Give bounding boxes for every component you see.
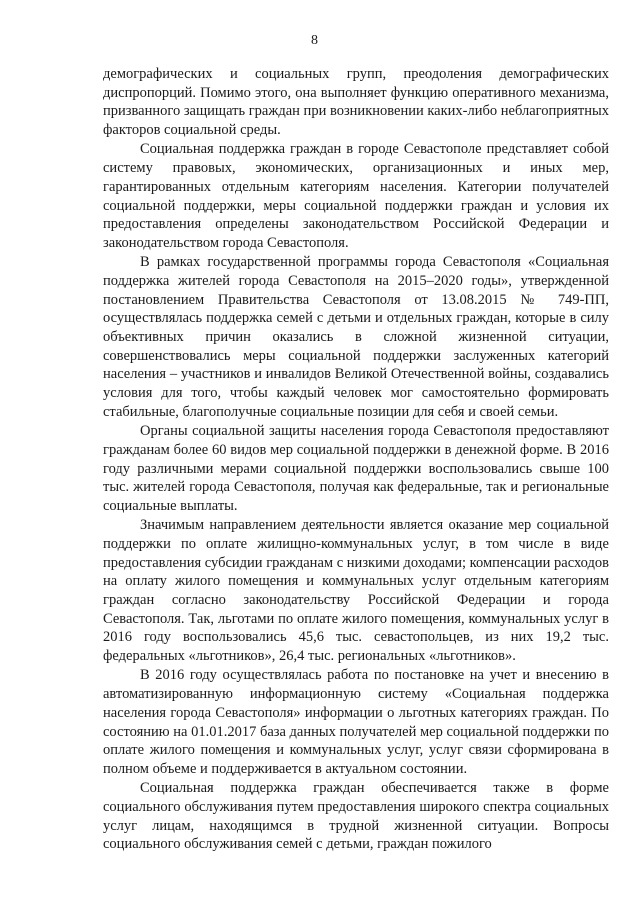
paragraph-demographic-groups: демографических и социальных групп, преодоления демографических диспропорций. Помимо этого, она выполняет функцию оперативного механизма, призванного защищать граждан при возникновении каких-либо неблагоприятных факторов социальной среды. (103, 66, 609, 139)
paragraph-social-protection-bodies: Органы социальной защиты населения города Севастополя предоставляют гражданам более 60 видов мер социальной поддержки в денежной форме. В 2016 году различными мерами социальной поддержки воспользовались свыше 100 тыс. жителей города Севастополя, получая как федеральные, так и региональные социальные выплаты. (103, 423, 609, 514)
document-body (103, 65, 609, 854)
paragraph-state-program: В рамках государственной программы города Севастополя «Социальная поддержка жителей города Севастополя на 2015–2020 годы», утвержденной постановлением Правительства Севастополя от 13.08.2015 № 749-ПП, осуществлялась поддержка семей с детьми и отдельных граждан, которые в силу объективных причин оказались в сложной жизненной ситуации, совершенствовались меры социальной поддержки заслуженных категорий населения – участников и инвалидов Великой Отечественной войны, создавались условия для того, чтобы каждый человек мог самостоятельно формировать стабильные, благополучные социальные позиции для себя и своей семьи. (103, 254, 609, 420)
paragraph-social-services: Социальная поддержка граждан обеспечивается также в форме социального обслуживания путем предоставления широкого спектра социальных услуг лицам, находящимся в трудной жизненной ситуации. Вопросы социального обслуживания семей с детьми, граждан пожилого (103, 780, 609, 853)
paragraph-housing-utilities-support: Значимым направлением деятельности является оказание мер социальной поддержки по оплате жилищно-коммунальных услуг, в том числе в виде предоставления субсидии гражданам с низкими доходами; компенсации расходов на оплату жилого помещения и коммунальных услуг отдельным категориям граждан согласно законодательству Российской Федерации и города Севастополя. Так, льготами по оплате жилого помещения, коммунальных услуг в 2016 году воспользовались 45,6 тыс. севастопольцев, из них 19,2 тыс. федеральных «льготников», 26,4 тыс. региональных «льготников». (103, 517, 609, 665)
paragraph-social-support-system: Социальная поддержка граждан в городе Севастополе представляет собой систему правовых, экономических, организационных и иных мер, гарантированных отдельным категориям населения. Категории получателей социальной поддержки, меры социальной поддержки граждан и условия их предоставления определены законодательством Российской Федерации и законодательством города Севастополя. (103, 141, 609, 251)
page-number: 8 (311, 33, 318, 48)
paragraph-information-system: В 2016 году осуществлялась работа по постановке на учет и внесению в автоматизированную информационную систему «Социальная поддержка населения города Севастополя» информации о льготных категориях граждан. По состоянию на 01.01.2017 база данных получателей мер социальной поддержки по оплате жилого помещения и коммунальных услуг, услуг связи сформирована в полном объеме и поддерживается в актуальном состоянии. (103, 667, 609, 777)
